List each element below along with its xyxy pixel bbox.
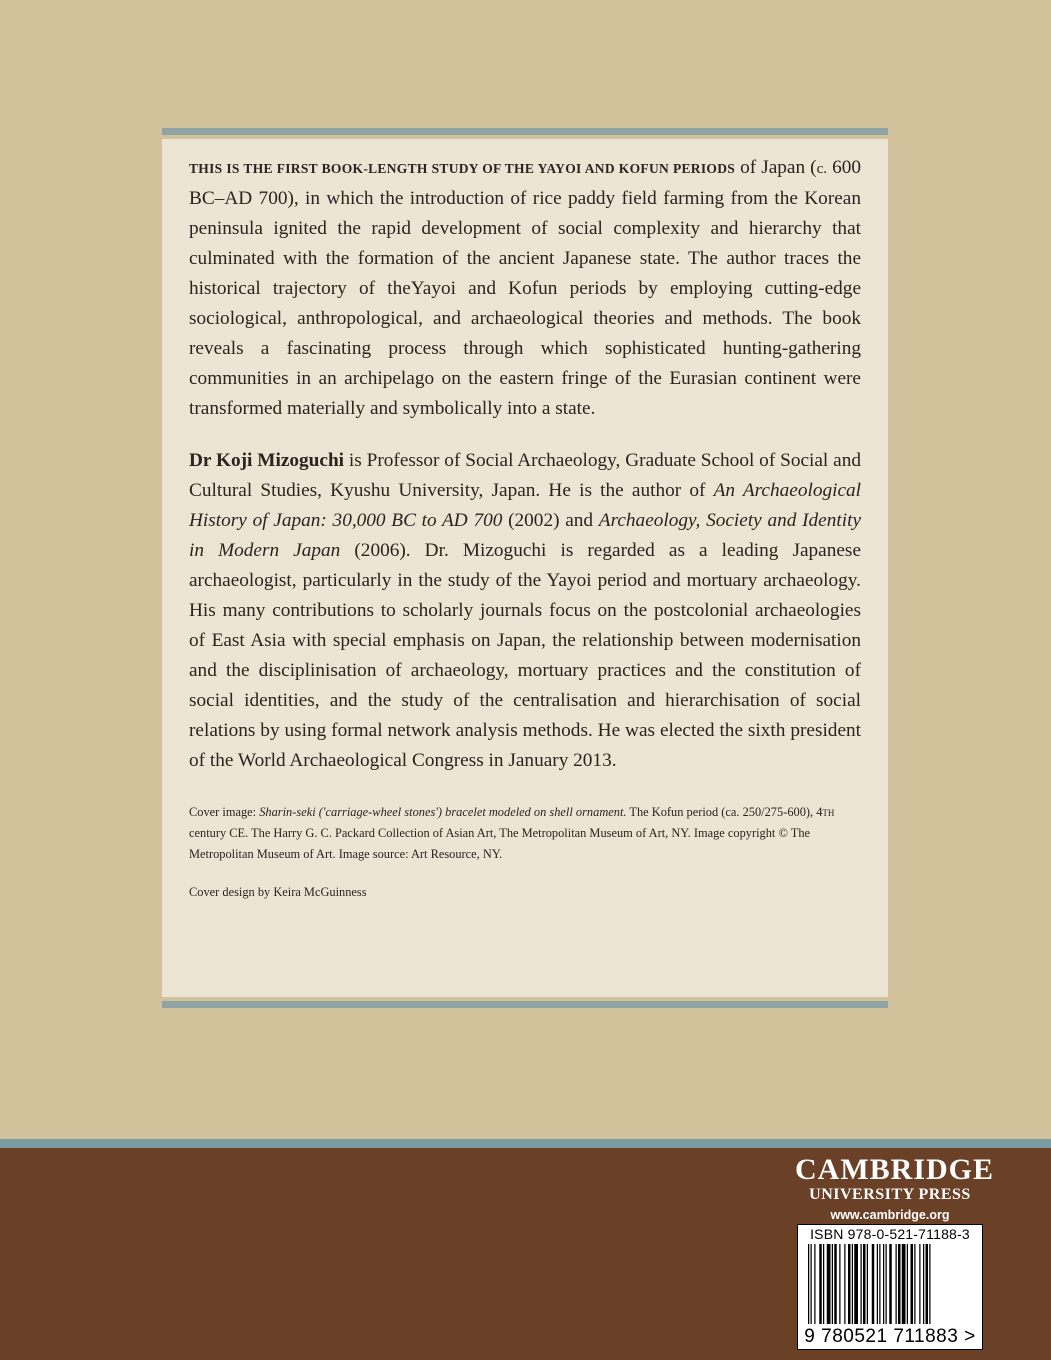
barcode-bar — [886, 1244, 887, 1324]
barcode-bar — [902, 1244, 906, 1324]
footer-teal-stripe — [0, 1139, 1051, 1148]
barcode-bar — [808, 1244, 809, 1324]
barcode-bar — [929, 1244, 930, 1324]
barcode-bar — [823, 1244, 824, 1324]
barcode-bar — [898, 1244, 901, 1324]
barcode-bar — [867, 1244, 868, 1324]
barcode-bar — [923, 1244, 924, 1324]
panel-bottom-rule — [162, 1001, 888, 1008]
barcode-bar — [834, 1244, 837, 1324]
barcode-bar — [911, 1244, 914, 1324]
circa-abbrev: c. — [816, 161, 828, 177]
cover-design-credit: Cover design by Keira McGuinness — [189, 885, 367, 899]
barcode-bar — [863, 1244, 866, 1324]
credit-label: Cover image: — [189, 805, 260, 819]
isbn-label: ISBN 978-0-521-71188-3 — [810, 1226, 970, 1242]
author-name: Dr Koji Mizoguchi — [189, 450, 345, 471]
text-panel — [162, 139, 888, 997]
barcode-bar — [879, 1244, 880, 1324]
publisher-url: www.cambridge.org — [830, 1208, 950, 1222]
barcode-bar — [861, 1244, 862, 1324]
barcode-bar — [852, 1244, 853, 1324]
bio-text-3: (2006). Dr. Mizoguchi is regarded as a leading Japanese archaeologist, particularly in the study of the Yayoi period and mortuary archaeology. His many contributions to scholarly journals focus on the postcolonial archaeologies of East Asia with special emphasis on Japan, the relationship between modernisation and the disciplinisation of archaeology, mortuary practices and the constitution of social identities, and the study of the centralisation and hierarchisation of social relations by using formal network analysis methods. He was elected the sixth president of the World Archaeological Congress in January 2013. — [189, 540, 861, 771]
barcode-bar — [926, 1244, 929, 1324]
description-text-2: 600 BC–AD 700), in which the introduction of rice paddy field farming from the Korean peninsula ignited the rapid development of social complexity and hierarchy that culminated with the formation of the ancient Japanese state. The author traces the historical trajectory of theYayoi and Kofun periods by employing cutting-edge sociological, anthropological, and archaeological theories and methods. The book reveals a fascinating process through which sophisticated hunting-gathering communities in an archipelago on the eastern fringe of the Eurasian continent were transformed materially and symbolically into a state. — [189, 157, 861, 419]
publisher-logo — [795, 1153, 995, 1224]
barcode-bar — [889, 1244, 892, 1324]
barcode-bar — [811, 1244, 812, 1324]
barcode-bar — [848, 1244, 851, 1324]
barcode-bar — [877, 1244, 878, 1324]
lead-in-caps: THIS IS THE FIRST BOOK-LENGTH STUDY OF THE YAYOI AND KOFUN PERIODS — [189, 161, 736, 176]
barcode-bar — [814, 1244, 815, 1324]
book-title-1: An Archaeological History of Japan: 30,000 BC to AD 700 — [189, 480, 862, 531]
author-bio — [189, 446, 861, 776]
book-title-2: Archaeology, Society and Identity in Modern Japan — [189, 510, 861, 561]
bio-text-2: (2002) and — [502, 510, 599, 531]
publisher-subtitle: UNIVERSITY PRESS — [809, 1186, 971, 1203]
publisher-name: CAMBRIDGE — [795, 1153, 995, 1186]
barcode-icon — [806, 1244, 976, 1324]
description-text-1: of Japan ( — [735, 157, 817, 178]
barcode-bar — [844, 1244, 845, 1324]
barcode-bar — [896, 1244, 897, 1324]
barcode-bar — [919, 1244, 920, 1324]
barcode-bar — [827, 1244, 831, 1324]
credit-text-2: century CE. The Harry G. C. Packard Collection of Asian Art, The Metropolitan Museum of Art, NY. Image copyright © The Metropolitan Museum of Art. Image source: Art Resource, NY. — [189, 826, 811, 861]
panel-top-rule — [162, 128, 888, 135]
credit-image-title: Sharin-seki ('carriage-wheel stones') bracelet modeled on shell ornament. — [259, 805, 627, 819]
credit-century: 4th — [816, 805, 835, 819]
barcode-bar — [839, 1244, 840, 1324]
barcode-digits: 9 780521 711883 > — [804, 1326, 976, 1347]
barcode-bar — [854, 1244, 858, 1324]
barcode-bar — [819, 1244, 822, 1324]
cover-image-credit — [189, 802, 861, 865]
barcode-bar — [914, 1244, 915, 1324]
isbn-barcode — [797, 1224, 983, 1350]
barcode-bar — [832, 1244, 833, 1324]
credit-text-1: The Kofun period (ca. 250/275-600), — [626, 805, 817, 819]
barcode-bar — [883, 1244, 884, 1324]
barcode-bar — [907, 1244, 908, 1324]
book-description — [189, 153, 861, 424]
bio-text-1: is Professor of Social Archaeology, Graduate School of Social and Cultural Studies, Kyushu University, Japan. He is the author of — [189, 450, 861, 501]
barcode-bar — [872, 1244, 875, 1324]
